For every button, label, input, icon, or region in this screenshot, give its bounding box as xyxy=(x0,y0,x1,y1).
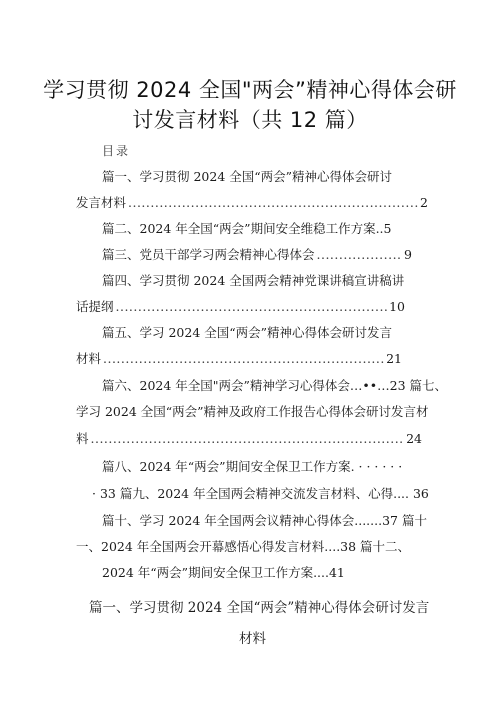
toc-entry-9: · 33 篇九、2024 年全国两会精神交流发言材料、心得.... 36 xyxy=(92,486,429,501)
toc-leader-dots xyxy=(317,247,403,262)
document-title-line-1: 学习贯彻 2024 全国"两会”精神心得体会研 xyxy=(43,78,457,102)
toc-entry-5-line-1: 篇五、学习 2024 全国“两会”精神心得体会研讨发言 xyxy=(102,325,393,340)
toc-entry-4-line-2 xyxy=(76,297,405,315)
toc-entry-3 xyxy=(102,245,412,263)
toc-entry-1-line-2 xyxy=(76,193,428,211)
toc-entry-5-text: 材料 xyxy=(76,351,102,366)
toc-entry-5-page: 21 xyxy=(386,351,402,366)
toc-entry-5-line-2 xyxy=(76,349,402,367)
toc-entry-10: 篇十、学习 2024 年全国两会议精神心得体会.......37 篇十 xyxy=(102,513,427,528)
toc-entry-11: 一、2024 年全国两会开幕感悟心得发言材料....38 篇十二、 xyxy=(76,539,411,554)
toc-entry-1-text: 发言材料 xyxy=(76,195,127,210)
toc-entry-1-line-1: 篇一、学习贯彻 2024 全国“两会”精神心得体会研讨 xyxy=(102,169,393,184)
article-title-line-2: 材料 xyxy=(239,631,266,647)
toc-entry-2 xyxy=(102,219,391,237)
toc-entry-4-line-1: 篇四、学习贯彻 2024 全国两会精神党课讲稿宣讲稿讲 xyxy=(102,273,405,288)
toc-entry-2-text: 篇二、2024 年全国“两会”期间安全维稳工作方案.. xyxy=(102,221,384,236)
toc-entry-3-text: 篇三、党员干部学习两会精神心得体会 xyxy=(102,247,315,262)
toc-entry-7-line-2 xyxy=(76,429,422,447)
toc-leader-dots xyxy=(103,351,384,366)
toc-entry-4-page: 10 xyxy=(389,299,405,314)
toc-entry-4-text: 话提纲 xyxy=(76,299,114,314)
toc-entry-2-page: 5 xyxy=(383,221,392,236)
toc-entry-7-text: 料 xyxy=(76,431,89,446)
toc-entry-7-line-1: 学习 2024 全国“两会”精神及政府工作报告心得体会研讨发言材 xyxy=(76,404,429,419)
toc-leader-dots xyxy=(128,195,418,210)
toc-leader-dots xyxy=(91,431,405,446)
toc-entry-1-page: 2 xyxy=(420,195,428,210)
document-title-line-2: 讨发言材料（共 12 篇） xyxy=(132,108,368,132)
toc-entry-6: 篇六、2024 年全国"两会”精神学习心得体会…••…23 篇七、 xyxy=(102,378,448,393)
toc-heading: 目录 xyxy=(102,144,131,158)
toc-entry-3-page: 9 xyxy=(404,247,412,262)
toc-entry-7-page: 24 xyxy=(406,431,422,446)
toc-entry-8: 篇八、2024 年“两会”期间安全保卫工作方案. · · · · · · xyxy=(102,459,403,474)
toc-entry-12: 2024 年“两会”期间安全保卫工作方案....41 xyxy=(102,565,345,580)
article-title-line-1: 篇一、学习贯彻 2024 全国“两会”精神心得体会研讨发言 xyxy=(89,600,430,616)
toc-leader-dots xyxy=(116,299,388,314)
